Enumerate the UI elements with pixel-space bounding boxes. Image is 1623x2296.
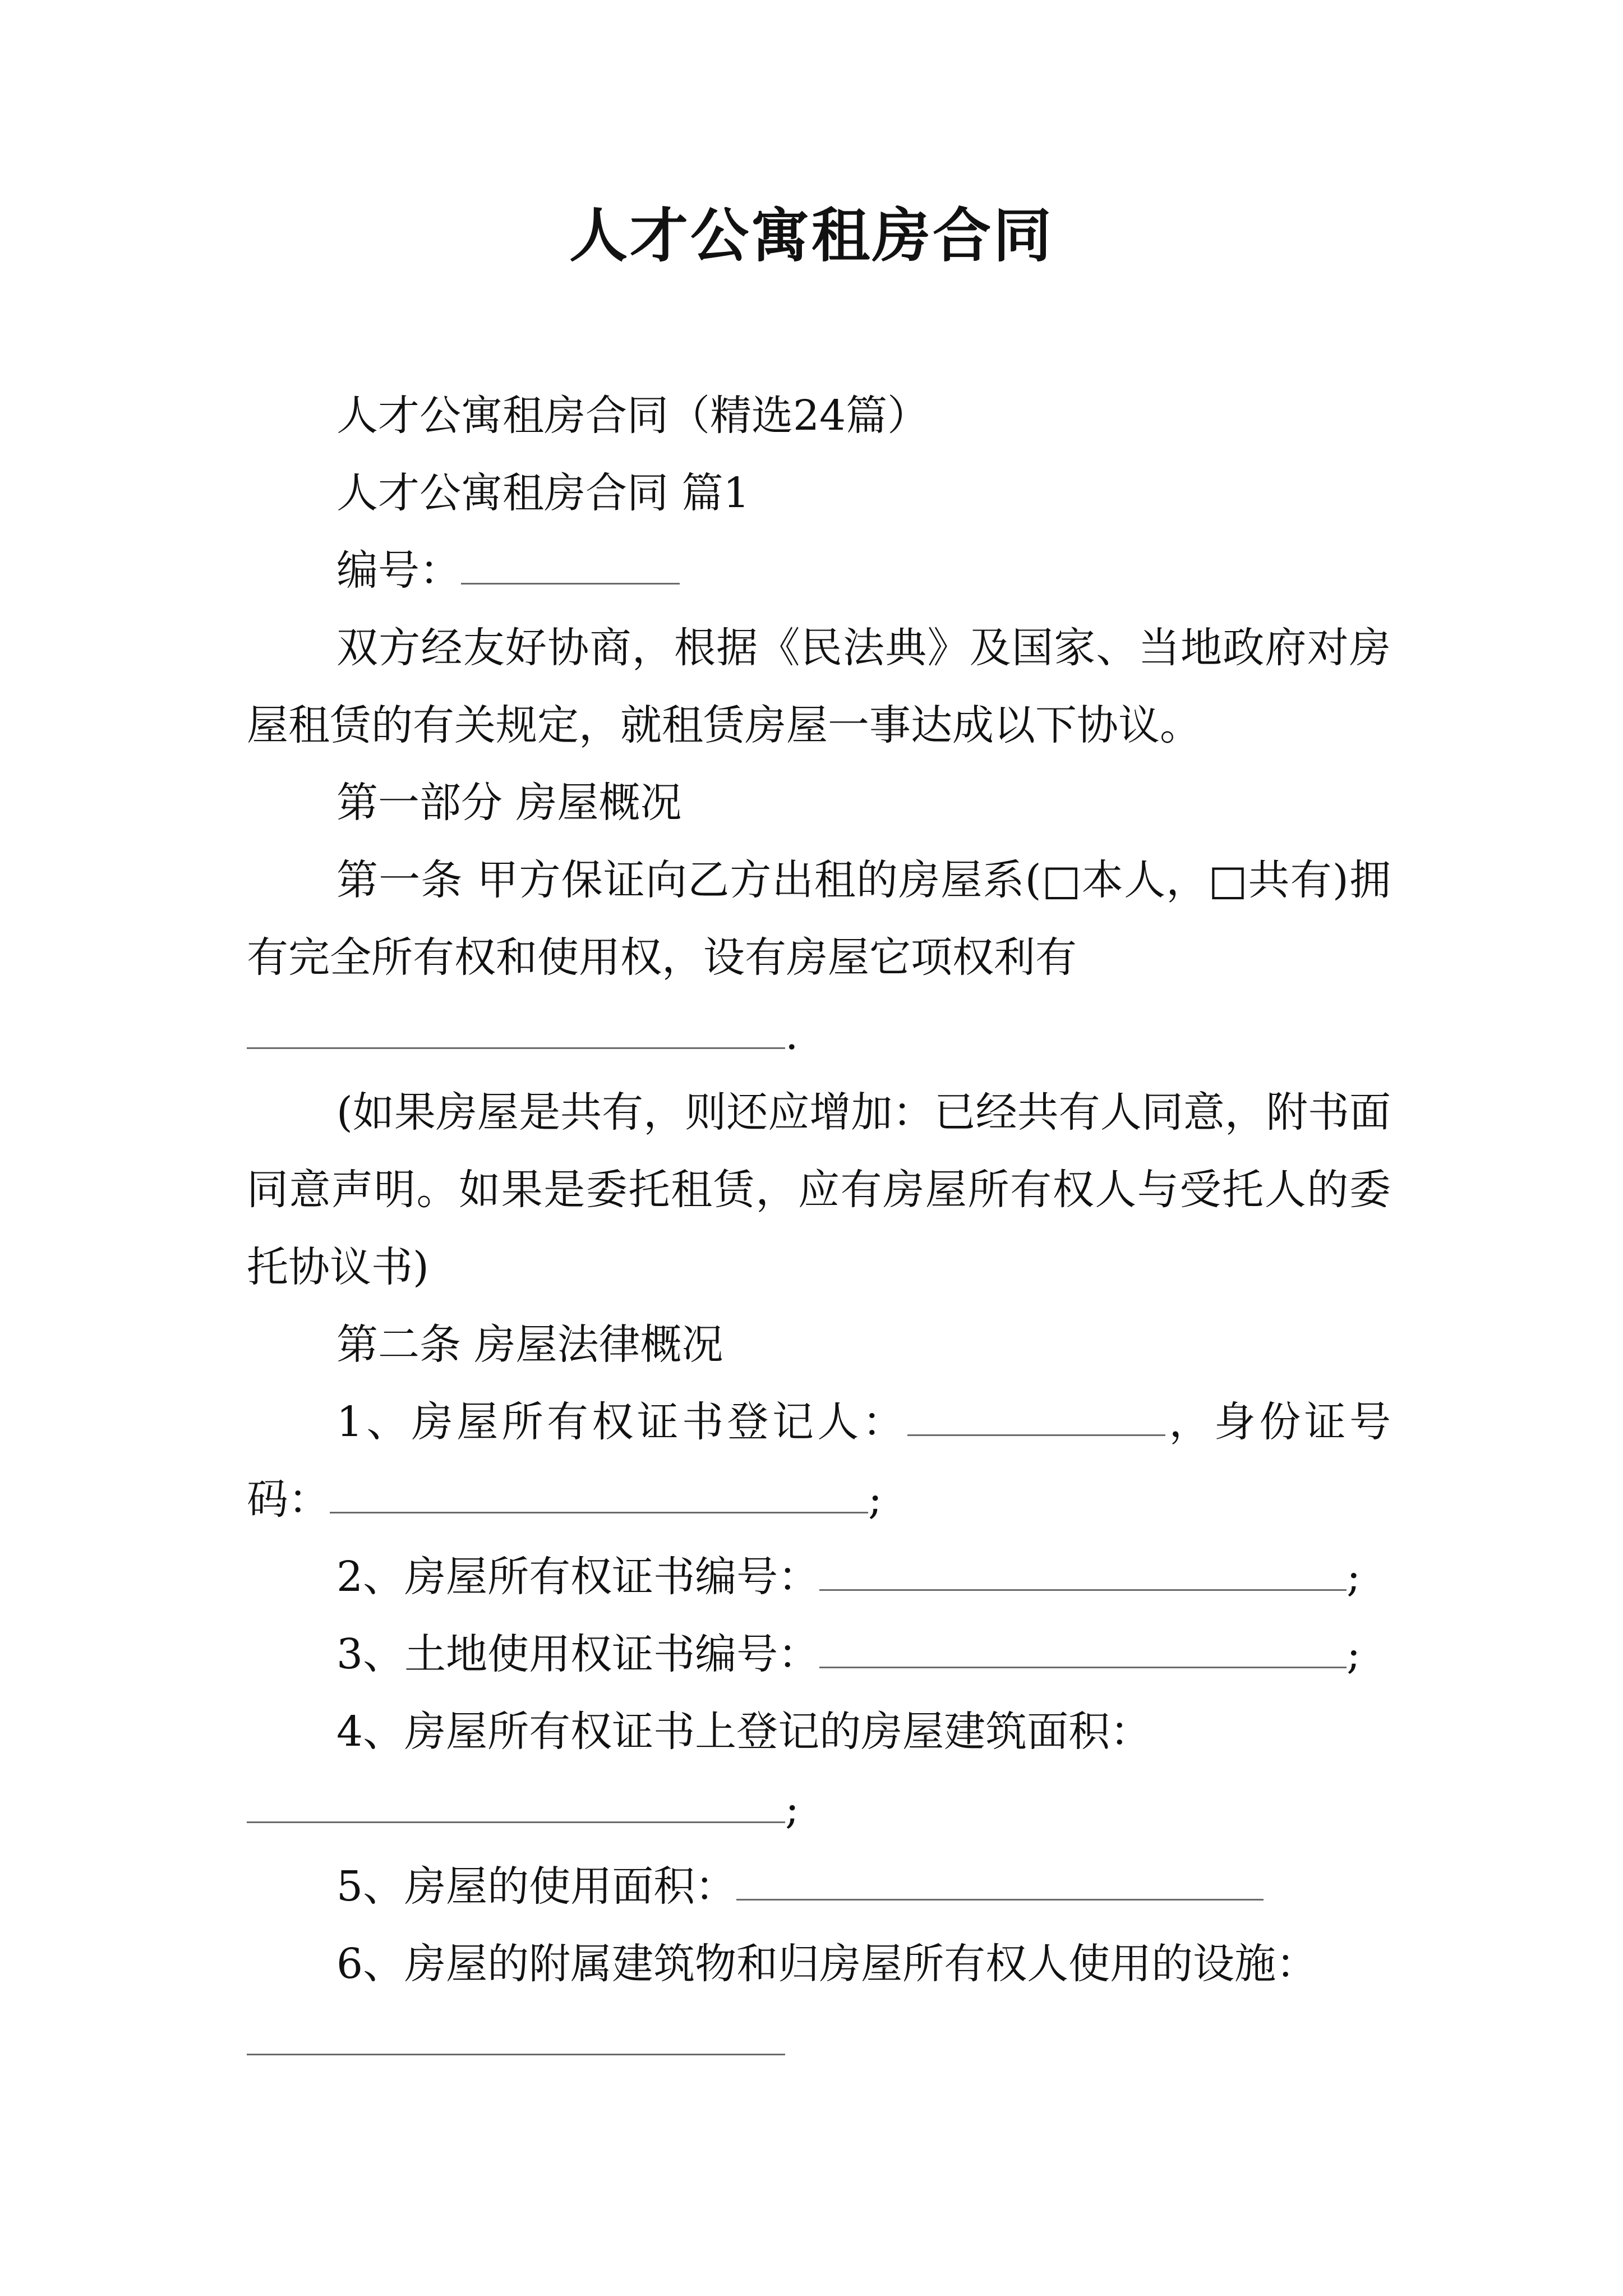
article1-rights-blank[interactable] <box>247 1008 785 1049</box>
land-cert-blank[interactable] <box>819 1627 1347 1668</box>
item1-paragraph <box>247 1383 1391 1538</box>
item5-label: 5、房屋的使用面积： <box>336 1862 737 1911</box>
building-area-blank[interactable] <box>247 1782 785 1823</box>
item1-end: ; <box>868 1475 882 1524</box>
article1-text: 第一条 甲方保证向乙方出租的房屋系(□本人，□共有)拥有完全所有权和使用权，设有房屋它项权利有 <box>247 856 1391 982</box>
item4-end: ; <box>785 1785 799 1833</box>
part1-heading-text: 第一部分 房屋概况 <box>336 779 682 827</box>
section-heading <box>247 454 1391 532</box>
item4-label: 4、房屋所有权证书上登记的房屋建筑面积： <box>336 1708 1152 1756</box>
item3-paragraph <box>247 1616 1391 1693</box>
item3-label: 3、土地使用权证书编号： <box>336 1630 820 1678</box>
item1-id-label: ，身份证号码： <box>247 1398 1391 1524</box>
item5-paragraph <box>247 1848 1391 1925</box>
item4-blank-line <box>247 1770 1391 1848</box>
number-label: 编号： <box>336 546 461 595</box>
number-blank[interactable] <box>461 544 680 585</box>
intro-paragraph <box>247 609 1391 764</box>
document-body <box>247 377 1391 2080</box>
note-text: (如果房屋是共有，则还应增加：已经共有人同意，附书面同意声明。如果是委托租赁，应有房屋所有权人与受托人的委托协议书) <box>247 1088 1391 1291</box>
item1-label: 1、房屋所有权证书登记人： <box>336 1398 908 1446</box>
subtitle <box>247 377 1391 454</box>
usable-area-blank[interactable] <box>736 1860 1264 1901</box>
subtitle-text: 人才公寓租房合同（精选24篇） <box>336 392 929 440</box>
item6-paragraph <box>247 1925 1391 2003</box>
number-line <box>247 532 1391 609</box>
item6-blank-line <box>247 2003 1391 2080</box>
article1-end: . <box>785 1011 799 1059</box>
document-title: 人才公寓租房合同 <box>569 201 1054 270</box>
item2-paragraph <box>247 1538 1391 1616</box>
ownership-cert-blank[interactable] <box>819 1550 1347 1591</box>
part1-heading <box>247 764 1391 841</box>
article2-heading <box>247 1306 1391 1383</box>
item6-label: 6、房屋的附属建筑物和归房屋所有权人使用的设施： <box>336 1940 1318 1988</box>
article1-blank-line <box>247 996 1391 1074</box>
registrant-blank[interactable] <box>907 1395 1165 1436</box>
item3-end: ; <box>1347 1630 1361 1678</box>
note-paragraph <box>247 1074 1391 1306</box>
article1-paragraph <box>247 841 1391 996</box>
article2-heading-text: 第二条 房屋法律概况 <box>336 1320 723 1369</box>
item4-paragraph <box>247 1693 1391 1770</box>
item2-end: ; <box>1347 1553 1361 1601</box>
intro-text: 双方经友好协商，根据《民法典》及国家、当地政府对房屋租赁的有关规定，就租赁房屋一事达成以下协议。 <box>247 624 1391 749</box>
section-heading-text: 人才公寓租房合同 篇1 <box>336 469 750 517</box>
item2-label: 2、房屋所有权证书编号： <box>336 1553 820 1601</box>
facilities-blank[interactable] <box>247 2014 785 2055</box>
id-number-blank[interactable] <box>330 1473 868 1513</box>
